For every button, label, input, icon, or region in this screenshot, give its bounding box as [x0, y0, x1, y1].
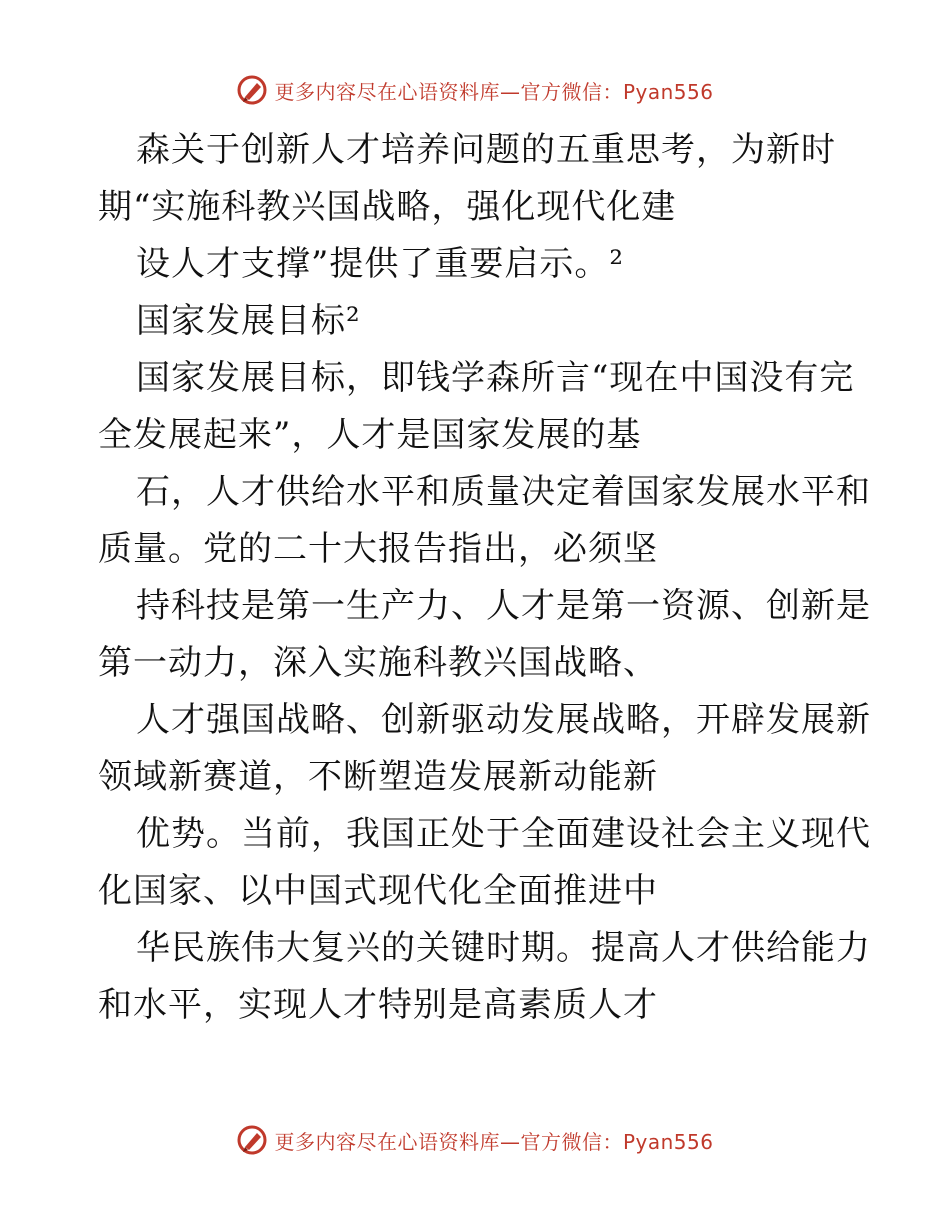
paragraph-line: 华民族伟大复兴的关键时期。提高人才供给能力	[136, 928, 871, 968]
footer-banner-text: 更多内容尽在心语资料库—官方微信：Pyan556	[274, 1129, 714, 1154]
header-banner-text: 更多内容尽在心语资料库—官方微信：Pyan556	[274, 79, 714, 104]
paragraph-line: 全发展起来”，人才是国家发展的基	[98, 415, 642, 455]
paragraph-line: 国家发展目标，即钱学森所言“现在中国没有完	[136, 358, 855, 398]
pen-logo-icon	[236, 74, 268, 106]
header-banner	[0, 70, 950, 110]
paragraph-line: 国家发展目标²	[136, 301, 361, 341]
paragraph-line: 领域新赛道，不断塑造发展新动能新	[98, 757, 658, 797]
paragraph-line: 设人才支撑”提供了重要启示。²	[136, 244, 625, 284]
paragraph-line: 期“实施科教兴国战略，强化现代化建	[98, 187, 677, 227]
paragraph-line: 优势。当前，我国正处于全面建设社会主义现代	[136, 814, 871, 854]
paragraph-line: 人才强国战略、创新驱动发展战略，开辟发展新	[136, 700, 871, 740]
paragraph-line: 森关于创新人才培养问题的五重思考，为新时	[136, 130, 836, 170]
paragraph-line: 第一动力，深入实施科教兴国战略、	[98, 643, 658, 683]
paragraph-line: 质量。党的二十大报告指出，必须坚	[98, 529, 658, 569]
paragraph-line: 和水平，实现人才特别是高素质人才	[98, 985, 658, 1025]
paragraph-line: 石，人才供给水平和质量决定着国家发展水平和	[136, 472, 871, 512]
document-body	[98, 122, 871, 1034]
pen-logo-icon	[236, 1124, 268, 1156]
footer-banner	[0, 1120, 950, 1160]
paragraph-line: 持科技是第一生产力、人才是第一资源、创新是	[136, 586, 871, 626]
paragraph-line: 化国家、以中国式现代化全面推进中	[98, 871, 658, 911]
